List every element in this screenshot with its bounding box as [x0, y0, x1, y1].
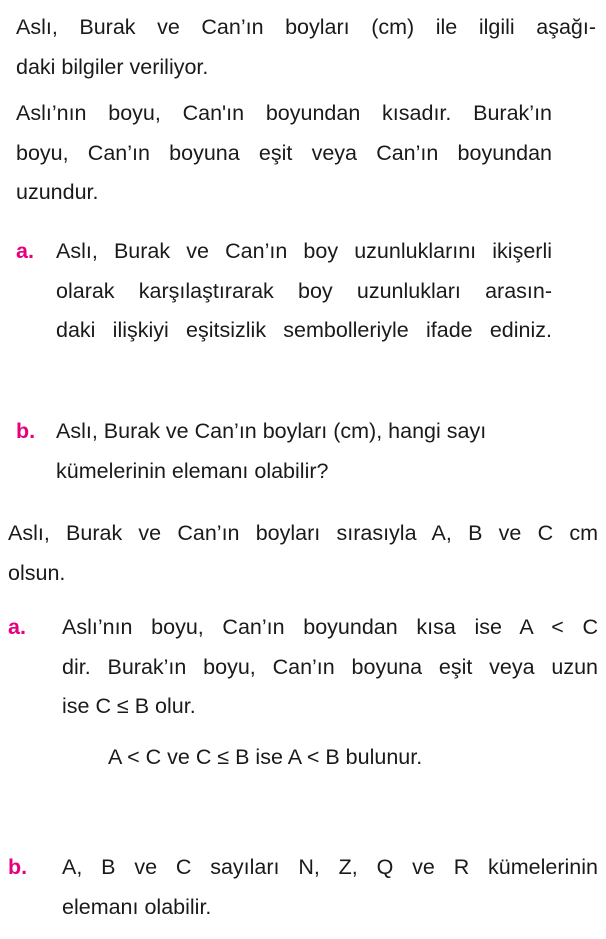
question-info-line-3: uzundur.	[16, 180, 99, 204]
solution-part-b-marker: b.	[8, 855, 28, 879]
solution-part-b-line-1: A, B ve C sayıları N, Z, Q ve R kümelerinin	[62, 855, 598, 879]
solution-part-b-text	[62, 848, 598, 927]
question-part-b-line-2: kümelerinin elemanı olabilir?	[56, 458, 329, 483]
solution-intro-line-1: Aslı, Burak ve Can’ın boyları sırasıyla A, B ve C cm	[8, 521, 598, 545]
question-part-a-marker: a.	[16, 239, 34, 263]
question-part-b-line-1: Aslı, Burak ve Can’ın boyları (cm), hangi sayı	[56, 419, 487, 443]
solution-result-line: A < C ve C ≤ B ise A < B bulunur.	[108, 745, 423, 769]
question-info	[16, 94, 552, 213]
question-part-a-text	[56, 232, 552, 351]
solution-part-a-line-3: ise C ≤ B olur.	[62, 694, 196, 718]
question-intro-line-2: daki bilgiler veriliyor.	[16, 54, 209, 79]
question-info-line-1: Aslı’nın boyu, Can'ın boyundan kısadır. Burak’ın	[16, 101, 552, 125]
solution-part-a-marker: a.	[8, 615, 26, 639]
solution-part-b-line-2: elemanı olabilir.	[62, 894, 212, 919]
question-intro	[16, 8, 596, 87]
solution-result	[108, 738, 578, 778]
question-part-a-line-2: olarak karşılaştırarak boy uzunlukları arasın-	[56, 278, 552, 303]
solution-intro	[8, 514, 598, 593]
question-part-b-marker: b.	[16, 419, 36, 443]
solution-part-a-line-1: Aslı’nın boyu, Can’ın boyundan kısa ise A < C	[62, 615, 598, 639]
question-part-a-line-3: daki ilişkiyi eşitsizlik sembolleriyle ifade ediniz.	[56, 318, 552, 342]
question-info-line-2: boyu, Can’ın boyuna eşit veya Can’ın boyundan	[16, 140, 552, 165]
question-part-b-text	[56, 412, 552, 491]
question-part-a-line-1: Aslı, Burak ve Can’ın boy uzunluklarını ikişerli	[56, 239, 552, 263]
solution-part-a-line-2: dir. Burak’ın boyu, Can’ın boyuna eşit veya uzun	[62, 654, 598, 679]
question-intro-line-1: Aslı, Burak ve Can’ın boyları (cm) ile ilgili aşağı-	[16, 15, 596, 39]
solution-part-a-text	[62, 608, 598, 727]
solution-intro-line-2: olsun.	[8, 560, 66, 585]
